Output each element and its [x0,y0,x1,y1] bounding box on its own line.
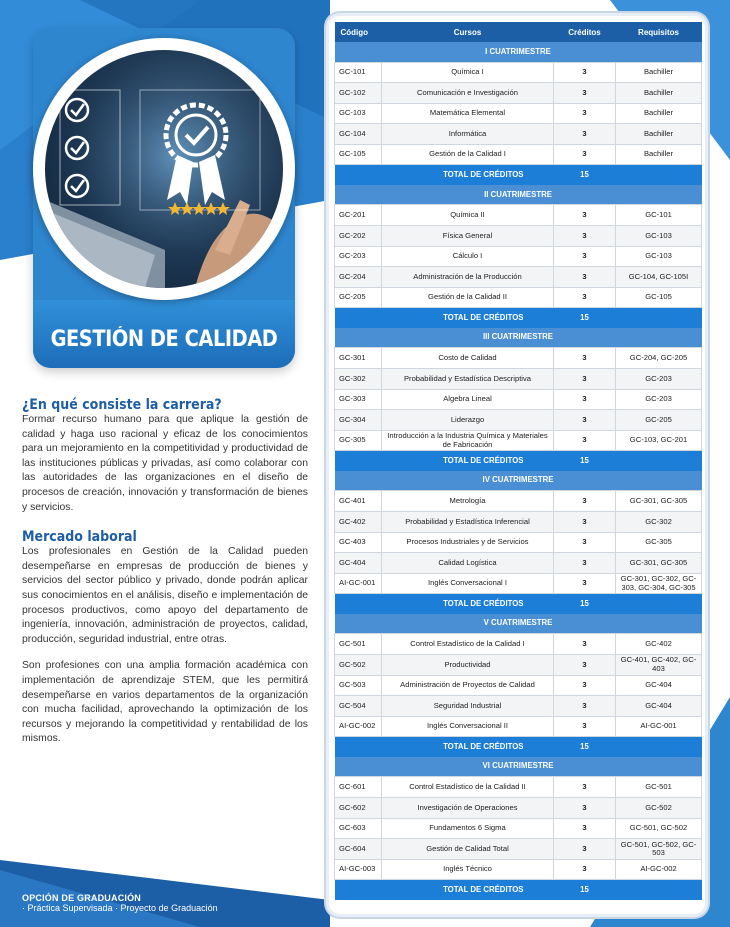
course-code: GC-303 [335,389,382,410]
course-credits: 3 [554,124,616,145]
total-label: TOTAL DE CRÉDITOS [335,594,554,614]
quality-badge-illustration [45,50,283,288]
total-row [335,451,702,471]
semester-title: I CUATRIMESTRE [335,42,702,62]
total-empty [616,451,702,471]
table-row [335,573,702,594]
course-code: GC-102 [335,83,382,104]
table-row [335,205,702,226]
course-credits: 3 [554,696,616,717]
total-label: TOTAL DE CRÉDITOS [335,308,554,328]
total-row [335,308,702,328]
curriculum-table-frame [326,13,708,917]
course-code: GC-305 [335,430,382,451]
semester-title: III CUATRIMESTRE [335,328,702,348]
course-name: Costo de Calidad [382,348,554,369]
page-title: GESTIÓN DE CALIDAD [50,327,278,352]
course-name: Investigación de Operaciones [382,797,554,818]
total-row [335,737,702,757]
total-row [335,594,702,614]
total-empty [616,737,702,757]
total-value: 15 [554,737,616,757]
course-credits: 3 [554,144,616,165]
course-requirements: Bachiller [616,83,702,104]
semester-title: II CUATRIMESTRE [335,185,702,205]
semester-title: VI CUATRIMESTRE [335,757,702,777]
course-credits: 3 [554,62,616,83]
course-credits: 3 [554,553,616,574]
total-value: 15 [554,165,616,185]
course-code: GC-302 [335,369,382,390]
semester-header [335,757,702,777]
course-credits: 3 [554,512,616,533]
course-name: Seguridad Industrial [382,696,554,717]
career-description [22,397,308,747]
table-row [335,512,702,533]
table-row [335,859,702,880]
semester-header [335,185,702,205]
course-code: GC-502 [335,654,382,675]
course-requirements: GC-301, GC-305 [616,553,702,574]
course-name: Química II [382,205,554,226]
course-credits: 3 [554,716,616,737]
course-requirements: GC-501, GC-502 [616,818,702,839]
course-code: GC-404 [335,553,382,574]
hero-image [45,50,283,288]
course-credits: 3 [554,634,616,655]
table-row [335,430,702,451]
semester-title: IV CUATRIMESTRE [335,471,702,491]
course-credits: 3 [554,246,616,267]
course-name: Introducción a la Industria Química y Materiales de Fabricación [382,430,554,451]
table-row [335,226,702,247]
about-heading: ¿En qué consiste la carrera? [22,397,222,413]
course-name: Administración de Proyectos de Calidad [382,675,554,696]
course-credits: 3 [554,348,616,369]
course-requirements: GC-301, GC-302, GC-303, GC-304, GC-305 [616,573,702,594]
table-row [335,103,702,124]
graduation-heading: OPCIÓN DE GRADUACIÓN [22,893,142,903]
total-label: TOTAL DE CRÉDITOS [335,737,554,757]
course-name: Matemática Elemental [382,103,554,124]
about-text: Formar recurso humano para que aplique la gestión de calidad y haga uso racional y eficaz de los conocimientos para un mejoramiento en la competitividad y productividad de las instituciones públicas y privadas, así como colaborar con las autoridades de las organizaciones en el diseño de procesos de creación, innovación y transformación de bienes y servicios. [22,414,308,513]
course-code: GC-503 [335,675,382,696]
table-row [335,410,702,431]
table-row [335,654,702,675]
total-empty [616,880,702,900]
course-code: GC-402 [335,512,382,533]
semester-header [335,614,702,634]
course-requirements: GC-402 [616,634,702,655]
course-requirements: AI-GC-002 [616,859,702,880]
curriculum-table [334,22,702,900]
course-requirements: Bachiller [616,124,702,145]
course-credits: 3 [554,389,616,410]
course-requirements: GC-205 [616,410,702,431]
course-requirements: GC-103 [616,226,702,247]
course-name: Comunicación e Investigación [382,83,554,104]
course-credits: 3 [554,205,616,226]
course-code: GC-403 [335,532,382,553]
course-code: AI-GC-001 [335,573,382,594]
course-credits: 3 [554,675,616,696]
course-name: Metrología [382,491,554,512]
course-name: Control Estadístico de la Calidad I [382,634,554,655]
course-credits: 3 [554,103,616,124]
course-credits: 3 [554,267,616,288]
total-value: 15 [554,594,616,614]
course-code: GC-105 [335,144,382,165]
table-row [335,797,702,818]
course-requirements: GC-203 [616,389,702,410]
course-credits: 3 [554,573,616,594]
course-name: Calidad Logística [382,553,554,574]
total-value: 15 [554,451,616,471]
table-row [335,267,702,288]
course-credits: 3 [554,818,616,839]
course-credits: 3 [554,369,616,390]
course-requirements: Bachiller [616,62,702,83]
header-requirements: Requisitos [616,22,702,42]
course-credits: 3 [554,777,616,798]
course-requirements: GC-404 [616,675,702,696]
total-label: TOTAL DE CRÉDITOS [335,880,554,900]
course-requirements: GC-104, GC-105I [616,267,702,288]
course-credits: 3 [554,226,616,247]
course-requirements: AI-GC-001 [616,716,702,737]
total-row [335,880,702,900]
course-name: Control Estadístico de la Calidad II [382,777,554,798]
total-empty [616,594,702,614]
course-name: Física General [382,226,554,247]
total-label: TOTAL DE CRÉDITOS [335,165,554,185]
table-row [335,716,702,737]
course-requirements: GC-105 [616,287,702,308]
course-code: GC-202 [335,226,382,247]
course-name: Inglés Conversacional I [382,573,554,594]
table-row [335,634,702,655]
table-row [335,777,702,798]
course-requirements: GC-103 [616,246,702,267]
course-requirements: GC-501 [616,777,702,798]
table-row [335,144,702,165]
course-requirements: GC-401, GC-402, GC-403 [616,654,702,675]
course-name: Administración de la Producción [382,267,554,288]
graduation-options [22,893,312,913]
semester-header [335,471,702,491]
course-requirements: GC-101 [616,205,702,226]
table-row [335,369,702,390]
course-name: Inglés Técnico [382,859,554,880]
course-requirements: GC-103, GC-201 [616,430,702,451]
total-row [335,165,702,185]
total-value: 15 [554,880,616,900]
course-requirements: Bachiller [616,144,702,165]
course-code: AI-GC-003 [335,859,382,880]
course-requirements: GC-502 [616,797,702,818]
table-row [335,696,702,717]
course-code: GC-504 [335,696,382,717]
course-credits: 3 [554,839,616,860]
course-requirements: Bachiller [616,103,702,124]
total-value: 15 [554,308,616,328]
course-credits: 3 [554,654,616,675]
semester-header [335,328,702,348]
semester-header [335,42,702,62]
course-name: Algebra Lineal [382,389,554,410]
course-code: GC-205 [335,287,382,308]
course-name: Probabilidad y Estadística Descriptiva [382,369,554,390]
course-name: Gestión de la Calidad II [382,287,554,308]
market-heading: Mercado laboral [22,529,137,546]
table-body [335,42,702,900]
course-code: GC-604 [335,839,382,860]
course-name: Gestión de Calidad Total [382,839,554,860]
total-empty [616,165,702,185]
course-credits: 3 [554,430,616,451]
course-name: Informática [382,124,554,145]
course-code: GC-304 [335,410,382,431]
course-code: GC-101 [335,62,382,83]
header-course: Cursos [382,22,554,42]
course-code: AI-GC-002 [335,716,382,737]
course-name: Liderazgo [382,410,554,431]
table-row [335,389,702,410]
course-requirements: GC-301, GC-305 [616,491,702,512]
semester-title: V CUATRIMESTRE [335,614,702,634]
course-name: Química I [382,62,554,83]
table-row [335,553,702,574]
table-row [335,839,702,860]
course-code: GC-602 [335,797,382,818]
course-code: GC-104 [335,124,382,145]
table-row [335,83,702,104]
course-credits: 3 [554,83,616,104]
course-name: Productividad [382,654,554,675]
course-code: GC-601 [335,777,382,798]
course-requirements: GC-203 [616,369,702,390]
total-label: TOTAL DE CRÉDITOS [335,451,554,471]
header-code: Código [335,22,382,42]
course-credits: 3 [554,859,616,880]
header-credits: Créditos [554,22,616,42]
table-row [335,287,702,308]
table-row [335,491,702,512]
table-row [335,818,702,839]
course-requirements: GC-305 [616,532,702,553]
course-code: GC-501 [335,634,382,655]
course-requirements: GC-501, GC-502, GC-503 [616,839,702,860]
course-name: Probabilidad y Estadística Inferencial [382,512,554,533]
table-row [335,246,702,267]
course-code: GC-103 [335,103,382,124]
course-code: GC-401 [335,491,382,512]
course-code: GC-204 [335,267,382,288]
course-code: GC-603 [335,818,382,839]
table-header-row [335,22,702,42]
table-row [335,124,702,145]
course-credits: 3 [554,797,616,818]
course-code: GC-201 [335,205,382,226]
market-text-2: Son profesiones con una amplia formación académica con implementación de aprendizaje STEM, que les permitirá desempeñarse en varios departamentos de la organización con mucha facilidad, aprovechando la optimización de los recursos y mejorando la competitividad y rentabilidad de los mismos. [22,660,308,745]
table-row [335,675,702,696]
course-name: Inglés Conversacional II [382,716,554,737]
course-credits: 3 [554,491,616,512]
course-credits: 3 [554,532,616,553]
table-row [335,348,702,369]
table-row [335,532,702,553]
course-name: Fundamentos 6 Sigma [382,818,554,839]
course-name: Procesos Industriales y de Servicios [382,532,554,553]
course-requirements: GC-204, GC-205 [616,348,702,369]
course-credits: 3 [554,287,616,308]
course-code: GC-301 [335,348,382,369]
market-text-1: Los profesionales en Gestión de la Calidad pueden desempeñarse en empresas de producción de bienes y servicios del sector público y privado, donde podrán aplicar sus conocimientos en el análisis, diseño e implementación de procesos productivos, como apoyo del departamento de ingeniería, innovación, administración de proyectos, calidad, producción, seguridad industrial, entre otras. [22,546,308,645]
course-name: Cálculo I [382,246,554,267]
graduation-list: · Práctica Supervisada · Proyecto de Graduación [22,903,218,913]
course-code: GC-203 [335,246,382,267]
total-empty [616,308,702,328]
course-requirements: GC-404 [616,696,702,717]
course-name: Gestión de la Calidad I [382,144,554,165]
course-credits: 3 [554,410,616,431]
table-row [335,62,702,83]
course-requirements: GC-302 [616,512,702,533]
